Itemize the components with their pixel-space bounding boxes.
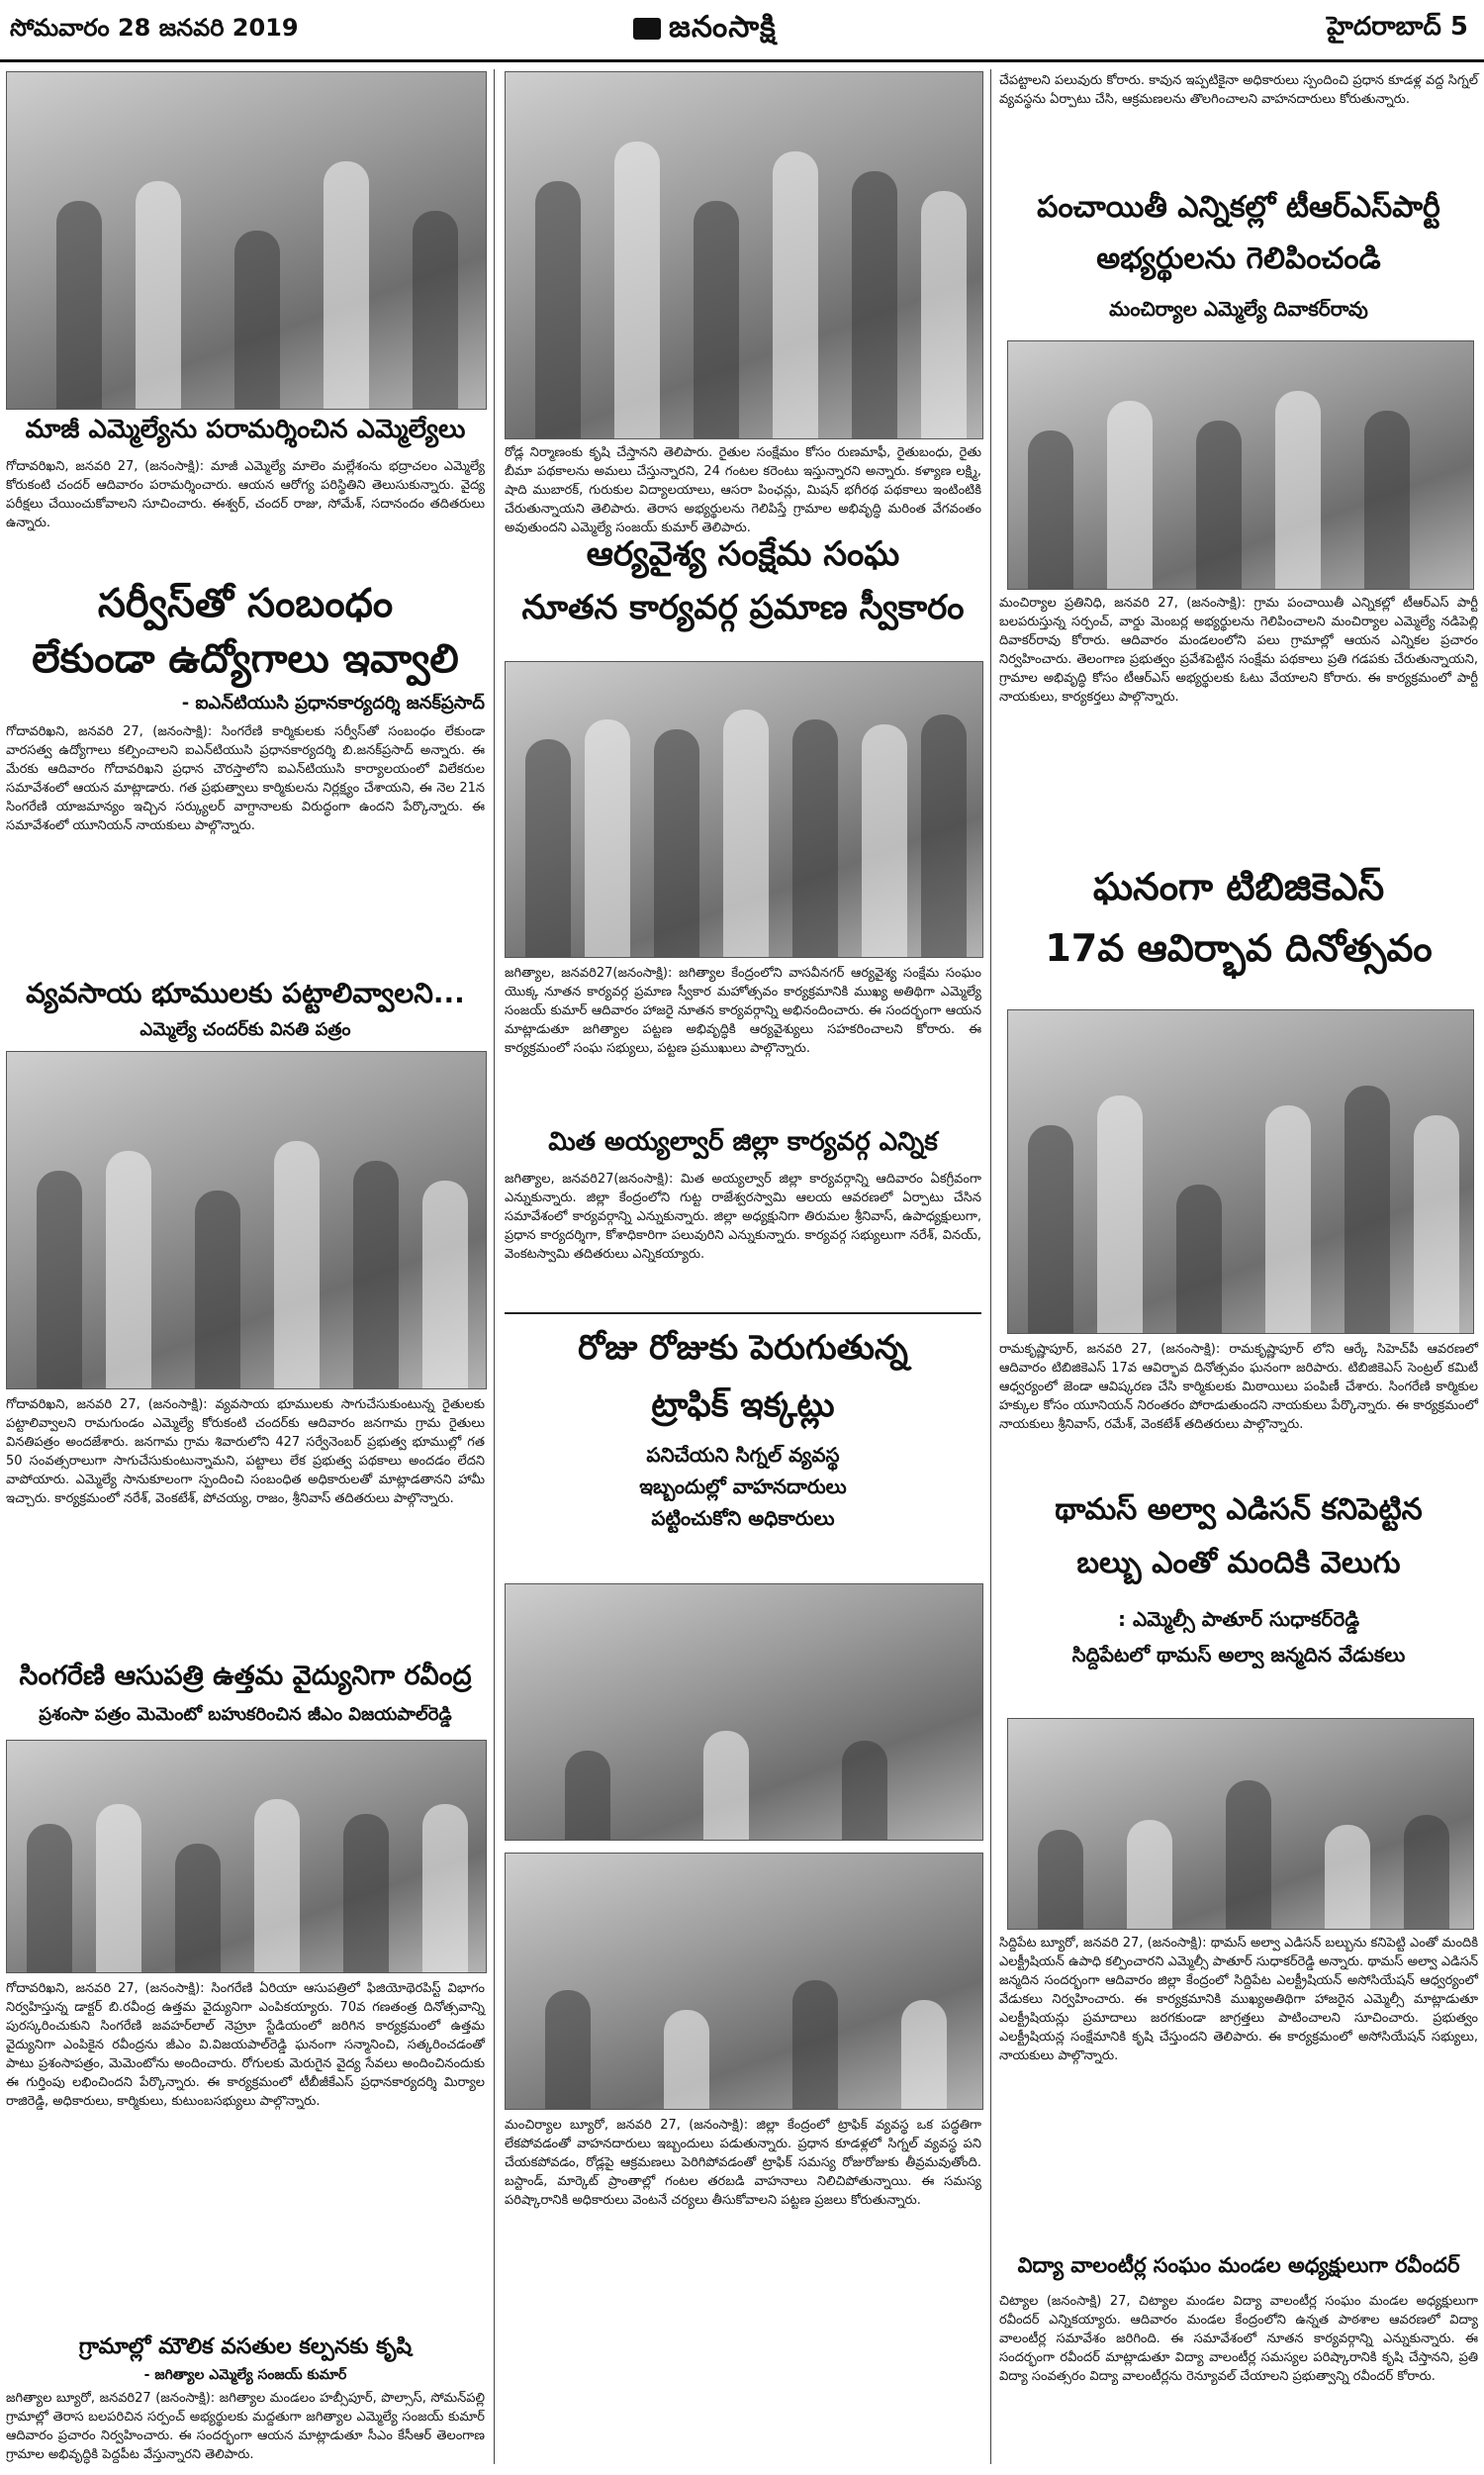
headline: రోజు రోజుకు పెరుగుతున్న (578, 1328, 908, 1368)
article-text: గోదావరిఖని, జనవరి 27, (జనంసాక్షి): వ్యవసాయ భూములకు సాగుచేసుకుంటున్న రైతులకు పట్టాలివ్వాలని రామగుండం ఎమ్మెల్యే కోరుకంటి చందర్‌కు ఆదివారం జనగామ గ్రామ రైతులు వినతిపత్రం అందజేశారు. జనగామ గ్రామ శివారులోని 427 సర్వేనెంబర్ ప్రభుత్వ భూముల్లో గత 50 సంవత్సరాలుగా సాగుచేసుకుంటున్నామని, పట్టాలు లేక ప్రభుత్వ పథకాలు అందడం లేదని వాపోయారు. ఎమ్మెల్యే సానుకూలంగా స్పందించి సంబంధిత అధికారులతో మాట్లాడతానని హామీ ఇచ్చారు. కార్యక్రమంలో నరేశ్, వెంకటేశ్, పోచయ్య, రాజం, శ్రీనివాస్ తదితరులు పాల్గొన్నారు. (6, 1397, 485, 1506)
logo-icon (633, 18, 661, 40)
section-divider (505, 1312, 981, 1314)
headline: వ్యవసాయ భూములకు పట్టాలివ్వాలని... (26, 977, 465, 1009)
deck-line: పనిచేయని సిగ్నల్ వ్యవస్థ (646, 1443, 840, 1467)
news-photo-oath (505, 661, 983, 958)
headline: పంచాయితీ ఎన్నికల్లో టీఆర్ఎస్‌పార్టీ (1037, 190, 1440, 225)
news-photo-campaign (505, 71, 983, 439)
headline: గ్రామాల్లో మౌలిక వసతుల కల్పనకు కృషి (78, 2334, 413, 2359)
article-text: చిట్యాల (జనంసాక్షి) 27, చిట్యాల మండల విద్యా వాలంటీర్ల సంఘం మండల అధ్యక్షులుగా రవీందర్ ఎన్నికయ్యారు. ఆదివారం మండల కేంద్రంలోని ఉన్నత పాఠశాల ఆవరణలో విద్యా వాలంటీర్ల సమావేశం జరిగింది. ఈ సమావేశంలో నూతన కార్యవర్గాన్ని ఎన్నుకున్నారు. ఈ సందర్భంగా రవీందర్ మాట్లాడుతూ విద్యా వాలంటీర్ల సమస్యల పరిష్కారానికి కృషి చేస్తానని, ప్రతి విద్యా సంవత్సరం విద్యా వాలంటీర్లను రెన్యూవల్ చేయాలని ప్రభుత్వాన్ని రవీందర్ కోరారు. (999, 2294, 1478, 2384)
headline: విద్యా వాలంటీర్ల సంఘం మండల అధ్యక్షులుగా రవీందర్ (1017, 2253, 1460, 2277)
headline: అభ్యర్థులను గెలిపించండి (1096, 241, 1381, 276)
article-text: మంచిర్యాల ప్రతినిధి, జనవరి 27, (జనంసాక్షి): గ్రామ పంచాయితీ ఎన్నికల్లో టీఆర్ఎస్ పార్టీ బలపరుస్తున్న సర్పంచ్, వార్డు మెంబర్ల అభ్యర్థులను గెలిపించాలని మంచిర్యాల ఎమ్మెల్యే నడిపెల్లి దివాకర్‌రావు కోరారు. ఆదివారం మండలంలోని పలు గ్రామాల్లో ఆయన ఎన్నికల ప్రచారం నిర్వహించారు. తెలంగాణ ప్రభుత్వం ప్రవేశపెట్టిన సంక్షేమ పథకాలు ప్రతి గడపకు చేరుతున్నాయని, గ్రామాల అభివృద్ధి కోసం టీఆర్ఎస్ అభ్యర్థులకు ఓటు వేయాలని కోరారు. ఈ కార్యక్రమంలో పార్టీ నాయకులు, కార్యకర్తలు పాల్గొన్నారు. (999, 596, 1478, 705)
news-photo-traffic-signal (505, 1583, 983, 1841)
headline: సింగరేణి ఆసుపత్రి ఉత్తమ వైద్యునిగా రవీంద్ర (19, 1661, 472, 1691)
headline: ట్రాఫిక్ ఇక్కట్లు (651, 1385, 835, 1425)
subheadline: ఎమ్మెల్యే చందర్‌కు వినతి పత్రం (139, 1019, 351, 1040)
headline: బల్బు ఎంతో మందికి వెలుగు (1076, 1546, 1401, 1580)
article-text: జగిత్యాల బ్యూరో, జనవరి27 (జనంసాక్షి): జగిత్యాల మండలం హబ్సీపూర్, పొల్సాస్, సోమన్‌పల్లి గ్రామాల్లో తెరాస బలపరిచిన సర్పంచ్ అభ్యర్థులకు మద్దతుగా జగిత్యాల ఎమ్మెల్యే సంజయ్ కుమార్ ఆదివారం ప్రచారం నిర్వహించారు. ఈ సందర్భంగా ఆయన మాట్లాడుతూ సీఎం కేసీఆర్ తెలంగాణ గ్రామాల అభివృద్ధికి పెద్దపీట వేస్తున్నారని తెలిపారు. (6, 2391, 485, 2462)
edition-page: హైదరాబాద్ 5 (1327, 12, 1468, 42)
headline: థామస్ అల్వా ఎడిసన్ కనిపెట్టిన (1055, 1492, 1423, 1527)
newspaper-logo (633, 10, 777, 51)
headline: ఘనంగా టిబిజికెఎస్ (1092, 865, 1385, 908)
article-text: గోదావరిఖని, జనవరి 27, (జనంసాక్షి): సింగరేణి ఏరియా ఆసుపత్రిలో ఫిజియోథెరపిస్ట్ విభాగం నిర్వహిస్తున్న డాక్టర్ బి.రవీంద్ర ఉత్తమ వైద్యునిగా ఎంపికయ్యారు. 70వ గణతంత్ర దినోత్సవాన్ని పురస్కరించుకుని సింగరేణి జవహర్‌లాల్ నెహ్రూ స్టేడియంలో జరిగిన కార్యక్రమంలో ఉత్తమ వైద్యునిగా ఎంపికైన రవీంద్రను జీఎం వి.విజయపాల్‌రెడ్డి ఘనంగా సన్మానించి, సత్కరించడంతో పాటు ప్రశంసాపత్రం, మెమెంటోను అందించారు. రోగులకు మెరుగైన వైద్య సేవలు అందించినందుకు ఈ గుర్తింపు లభించిందని పేర్కొన్నారు. ఈ కార్యక్రమంలో టీబీజీకేఎస్ ప్రధానకార్యదర్శి మిర్యాల రాజిరెడ్డి, అధికారులు, కార్మికులు, కుటుంబసభ్యులు పాల్గొన్నారు. (6, 1981, 485, 2109)
news-photo-traffic-jam (505, 1853, 983, 2110)
article-text: గోదావరిఖని, జనవరి 27, (జనంసాక్షి): సింగరేణి కార్మికులకు సర్వీస్‌తో సంబంధం లేకుండా వారసత్వ ఉద్యోగాలు కల్పించాలని ఐఎన్‌టియుసి ప్రధానకార్యదర్శి బి.జనక్‌ప్రసాద్ అన్నారు. ఈ మేరకు ఆదివారం గోదావరిఖని ప్రధాన చౌరస్తాలోని ఐఎన్‌టియుసి కార్యాలయంలో విలేకరుల సమావేశంలో ఆయన మాట్లాడారు. గత ప్రభుత్వాలు కార్మికులను నిర్లక్ష్యం చేశాయని, ఈ నెల 21న సింగరేణి యాజమాన్యం ఇచ్చిన సర్క్యులర్ వాగ్దానాలకు విరుద్ధంగా ఉందని పేర్కొన్నారు. ఈ సమావేశంలో యూనియన్ నాయకులు పాల్గొన్నారు. (6, 724, 485, 833)
headline: మాజీ ఎమ్మెల్యేను పరామర్శించిన ఎమ్మెల్యేలు (25, 415, 466, 444)
headline: నూతన కార్యవర్గ ప్రమాణ స్వీకారం (521, 588, 965, 627)
masthead (0, 0, 1484, 62)
news-photo-tbgks-celebration (1007, 1009, 1474, 1334)
article-text: జగిత్యాల, జనవరి27(జనంసాక్షి): మిత అయ్యల్వార్ జిల్లా కార్యవర్గాన్ని ఆదివారం ఏకగ్రీవంగా ఎన్నుకున్నారు. జిల్లా కేంద్రంలోని గుట్ట రాజేశ్వరస్వామి ఆలయ ఆవరణలో ఏర్పాటు చేసిన సమావేశంలో కార్యవర్గాన్ని ఎన్నుకున్నారు. జిల్లా అధ్యక్షునిగా తిరుమల శ్రీనివాస్, ఉపాధ్యక్షులుగా, ప్రధాన కార్యదర్శిగా, కోశాధికారిగా పలువురిని ఎన్నుకున్నారు. కార్యవర్గ సభ్యులుగా నరేశ్, వినయ్, వెంకటస్వామి తదితరులు ఎన్నికయ్యారు. (505, 1172, 981, 1262)
article-text: రామకృష్ణాపూర్, జనవరి 27, (జనంసాక్షి): రామకృష్ణాపూర్ లోని ఆర్కే సిహెచ్‌పీ ఆవరణలో ఆదివారం టిబిజికెఎస్ 17వ ఆవిర్భావ దినోత్సవం ఘనంగా జరిపారు. టిబిజికెఎస్ సెంట్రల్ కమిటీ ఆధ్వర్యంలో జెండా ఆవిష్కరణ చేసి కార్మికులకు మిఠాయిలు పంపిణీ చేశారు. సింగరేణి కార్మికుల హక్కుల కోసం యూనియన్ నిరంతరం పోరాడుతుందని నాయకులు పేర్కొన్నారు. ఈ కార్యక్రమంలో నాయకులు శ్రీనివాస్, రమేశ్, వెంకటేశ్ తదితరులు పాల్గొన్నారు. (999, 1342, 1478, 1432)
article-text: గోదావరిఖని, జనవరి 27, (జనంసాక్షి): మాజీ ఎమ్మెల్యే మాలెం మల్లేశంను భద్రాచలం ఎమ్మెల్యే కోరుకంటి చందర్ ఆదివారం పరామర్శించారు. ఆయన ఆరోగ్య పరిస్థితిని తెలుసుకున్నారు. వైద్య పరీక్షలు చేయించుకోవాలని సూచించారు. ఈశ్వర్, చందర్ రాజు, సోమేశ్, సదానందం తదితరులు ఉన్నారు. (6, 459, 485, 530)
subheadline: ప్రశంసా పత్రం మెమెంటో బహుకరించిన జీఎం విజయపాల్‌రెడ్డి (39, 1704, 452, 1725)
headline: సర్వీస్‌తో సంబంధం (97, 581, 394, 626)
headline: లేకుండా ఉద్యోగాలు ఇవ్వాలి (32, 636, 459, 682)
subheadline: : ఎమ్మెల్సీ పాతూర్ సుధాకర్‌రెడ్డి (1117, 1607, 1359, 1631)
deck-line: ఇబ్బందుల్లో వాహనదారులు (639, 1475, 847, 1498)
news-photo-edison-event (1007, 1718, 1474, 1930)
subheadline: సిద్దిపేటలో థామస్ అల్వా జన్మదిన వేడుకలు (1071, 1643, 1406, 1666)
article-text: సిద్దిపేట బ్యూరో, జనవరి 27, (జనంసాక్షి): థామస్ అల్వా ఎడిసన్ బల్బును కనిపెట్టి ఎంతో మందికి ఎలక్ట్రీషియన్ ఉపాధి కల్పించారని ఎమ్మెల్సీ పాతూర్ సుధాకర్‌రెడ్డి అన్నారు. థామస్ అల్వా ఎడిసన్ జన్మదిన సందర్భంగా ఆదివారం జిల్లా కేంద్రంలో సిద్దిపేట ఎలక్ట్రీషియన్ అసోసియేషన్ ఆధ్వర్యంలో వేడుకలు నిర్వహించారు. ఈ కార్యక్రమానికి ముఖ్యఅతిథిగా హాజరైన ఎమ్మెల్సీ మాట్లాడుతూ ఎలక్ట్రీషియన్లు ప్రమాదాలు జరగకుండా జాగ్రత్తలు పాటించాలని సూచించారు. ప్రభుత్వం ఎలక్ట్రీషియన్ల సంక్షేమానికి కృషి చేస్తుందని తెలిపారు. ఈ కార్యక్రమంలో అసోసియేషన్ సభ్యులు, నాయకులు పాల్గొన్నారు. (999, 1936, 1478, 2063)
news-photo-petition (6, 1051, 487, 1389)
article-text: చేపట్టాలని పలువురు కోరారు. కావున ఇప్పటికైనా అధికారులు స్పందించి ప్రధాన కూడళ్ల వద్ద సిగ్నల్ వ్యవస్థను ఏర్పాటు చేసి, ఆక్రమణలను తొలగించాలని వాహనదారులు కోరుతున్నారు. (999, 73, 1478, 107)
news-photo-panchayat-campaign (1007, 340, 1474, 590)
issue-date: సోమవారం 28 జనవరి 2019 (10, 14, 299, 42)
headline: 17వ ఆవిర్భావ దినోత్సవం (1045, 926, 1433, 970)
article-text: రోడ్ల నిర్మాణంకు కృషి చేస్తానని తెలిపారు. రైతుల సంక్షేమం కోసం రుణమాఫీ, రైతుబంధు, రైతు బీమా పథకాలను అమలు చేస్తున్నారని, 24 గంటల కరెంటు ఇస్తున్నారని అన్నారు. కళ్యాణ లక్ష్మి, షాది ముబారక్, గురుకుల విద్యాలయాలు, ఆసరా పింఛన్లు, మిషన్ భగీరథ పథకాలు ఇంటింటికి చేరుతున్నాయని తెలిపారు. తెరాస అభ్యర్థులను గెలిపిస్తే గ్రామాల అభివృద్ధి మరింత వేగవంతం అవుతుందని ఎమ్మెల్యే సంజయ్ కుమార్ తెలిపారు. (505, 445, 981, 535)
newspaper-name: జనంసాక్షి (669, 10, 777, 45)
subheadline: - జగిత్యాల ఎమ్మెల్యే సంజయ్ కుమార్ (143, 2367, 347, 2383)
news-photo-mla-visit (6, 71, 487, 410)
column-divider (990, 69, 991, 2464)
deck-line: పట్టించుకోని అధికారులు (651, 1506, 835, 1530)
headline: మిత అయ్యల్వార్ జిల్లా కార్యవర్గ ఎన్నిక (548, 1127, 938, 1157)
subheadline: మంచిర్యాల ఎమ్మెల్యే దివాకర్‌రావు (1109, 297, 1368, 321)
column-divider (494, 69, 495, 2464)
subheadline: - ఐఎన్‌టియుసి ప్రధానకార్యదర్శి జనక్‌ప్రసాద్ (181, 693, 485, 714)
headline: ఆర్యవైశ్య సంక్షేమ సంఘ (586, 534, 900, 574)
article-text: మంచిర్యాల బ్యూరో, జనవరి 27, (జనంసాక్షి): జిల్లా కేంద్రంలో ట్రాఫిక్ వ్యవస్థ ఒక పద్ధతిగా లేకపోవడంతో వాహనదారులు ఇబ్బందులు పడుతున్నారు. ప్రధాన కూడళ్లలో సిగ్నల్ వ్యవస్థ పని చేయకపోవడం, రోడ్లపై ఆక్రమణలు పెరిగిపోవడంతో ట్రాఫిక్ సమస్య రోజురోజుకు తీవ్రమవుతోంది. బస్టాండ్, మార్కెట్ ప్రాంతాల్లో గంటల తరబడి వాహనాలు నిలిచిపోతున్నాయి. ఈ సమస్య పరిష్కారానికి అధికారులు వెంటనే చర్యలు తీసుకోవాలని పట్టణ ప్రజలు కోరుతున్నారు. (505, 2118, 981, 2208)
article-text: జగిత్యాల, జనవరి27(జనంసాక్షి): జగిత్యాల కేంద్రంలోని వాసవీనగర్ ఆర్యవైశ్య సంక్షేమ సంఘం యొక్క నూతన కార్యవర్గ ప్రమాణ స్వీకార మహోత్సవం కార్యక్రమానికి ముఖ్య అతిథిగా ఎమ్మెల్యే సంజయ్ కుమార్ ఆదివారం హాజరై నూతన కార్యవర్గాన్ని అభినందించారు. ఈ సందర్భంగా ఆయన మాట్లాడుతూ జగిత్యాల పట్టణ అభివృద్ధికి ఆర్యవైశ్యులు సహకరించాలని కోరారు. ఈ కార్యక్రమంలో సంఘ సభ్యులు, పట్టణ ప్రముఖులు పాల్గొన్నారు. (505, 966, 981, 1056)
news-photo-award (6, 1740, 487, 1973)
